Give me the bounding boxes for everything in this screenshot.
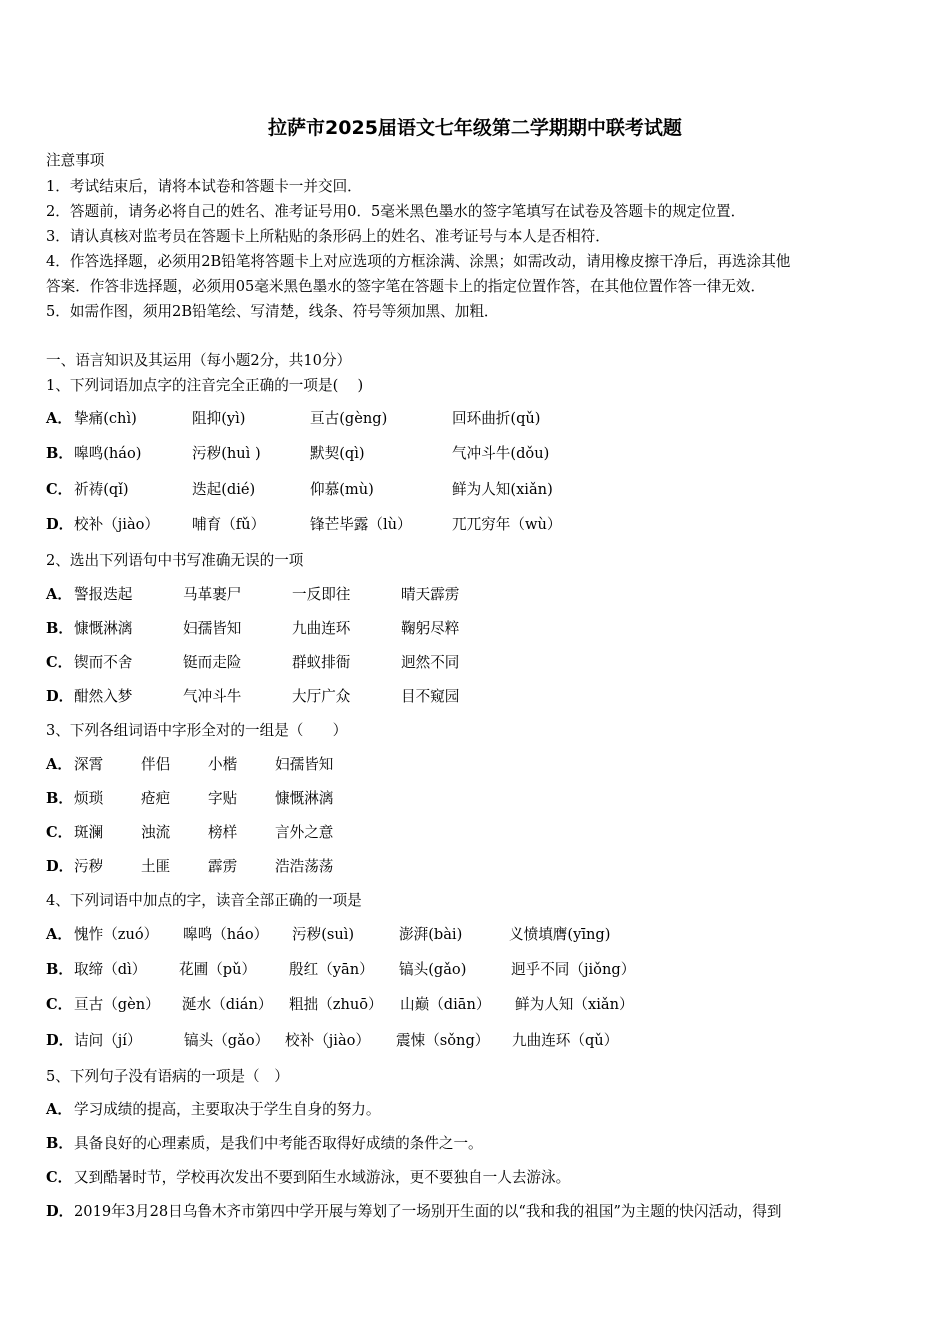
option-item: 妇孺皆知 bbox=[183, 620, 242, 637]
option-item: 取缔（dì） bbox=[74, 961, 147, 978]
option-item: 气冲斗牛(dǒu) bbox=[452, 445, 550, 462]
question-stem-2: 2、选出下列语句中书写准确无误的一项 bbox=[46, 552, 304, 569]
option-item: 污秽(huì ) bbox=[192, 445, 261, 462]
option-item: 锲而不舍 bbox=[74, 654, 133, 671]
option-label: A． bbox=[46, 1101, 72, 1118]
option-item: 群蚁排衙 bbox=[292, 654, 351, 671]
option-item: 马革裹尸 bbox=[183, 586, 242, 603]
option-row bbox=[46, 857, 926, 877]
question-stem-3: 3、下列各组词语中字形全对的一组是（ ） bbox=[46, 722, 348, 739]
option-row bbox=[46, 995, 926, 1015]
option-item: 疮疤 bbox=[141, 790, 171, 807]
option-row bbox=[46, 1134, 926, 1154]
option-item: 霹雳 bbox=[208, 858, 238, 875]
option-row bbox=[46, 960, 926, 980]
option-item: 伴侣 bbox=[141, 756, 171, 773]
option-item: 迭起(dié) bbox=[192, 481, 256, 498]
option-row bbox=[46, 515, 926, 535]
option-row bbox=[46, 480, 926, 500]
notice-item: 5．如需作图，须用2B铅笔绘、写清楚，线条、符号等须加黑、加粗． bbox=[46, 303, 499, 320]
option-item: 默契(qì) bbox=[310, 445, 365, 462]
option-row bbox=[46, 1031, 926, 1051]
option-label: B． bbox=[46, 790, 73, 807]
option-item: 愧怍（zuó） bbox=[74, 926, 159, 943]
option-label: C． bbox=[46, 1169, 73, 1186]
option-row bbox=[46, 1202, 926, 1222]
notice-item: 1．考试结束后，请将本试卷和答题卡一并交回． bbox=[46, 178, 362, 195]
option-item: 仰慕(mù) bbox=[310, 481, 374, 498]
option-row bbox=[46, 925, 926, 945]
option-item: 亘古(gèng) bbox=[310, 410, 388, 427]
option-item: 一反即往 bbox=[292, 586, 351, 603]
option-item: 深霄 bbox=[74, 756, 104, 773]
option-item: 迥乎不同（jiǒng） bbox=[511, 961, 636, 978]
option-item: 慷慨淋漓 bbox=[275, 790, 334, 807]
option-label: D． bbox=[46, 688, 74, 705]
option-item: 小楷 bbox=[208, 756, 238, 773]
option-label: C． bbox=[46, 481, 73, 498]
option-item: 山巅（diān） bbox=[400, 996, 491, 1013]
option-item: 榜样 bbox=[208, 824, 238, 841]
option-item: 镐头（gǎo） bbox=[184, 1032, 270, 1049]
option-label: A． bbox=[46, 756, 72, 773]
option-item: 九曲连环（qǔ） bbox=[512, 1032, 619, 1049]
option-item: 烦琐 bbox=[74, 790, 104, 807]
option-item: 气冲斗牛 bbox=[183, 688, 242, 705]
option-label: A． bbox=[46, 926, 72, 943]
option-row bbox=[46, 1168, 926, 1188]
option-item: 慷慨淋漓 bbox=[74, 620, 133, 637]
option-item: 污秽 bbox=[74, 858, 104, 875]
option-label: C． bbox=[46, 996, 73, 1013]
option-item: 警报迭起 bbox=[74, 586, 133, 603]
option-item: 鞠躬尽粹 bbox=[401, 620, 460, 637]
notice-item: 4．作答选择题，必须用2B铅笔将答题卡上对应选项的方框涂满、涂黑；如需改动，请用橡皮擦干净后，再选涂其他 bbox=[46, 253, 791, 270]
option-item: 涎水（dián） bbox=[182, 996, 273, 1013]
notice-item: 答案．作答非选择题，必须用05毫米黑色墨水的签字笔在答题卡上的指定位置作答，在其他位置作答一律无效． bbox=[46, 278, 766, 295]
option-row bbox=[46, 619, 926, 639]
option-row bbox=[46, 789, 926, 809]
option-item: 铤而走险 bbox=[183, 654, 242, 671]
option-item: 校补（jiào） bbox=[74, 516, 160, 533]
option-item: 澎湃(bài) bbox=[399, 926, 463, 943]
option-row bbox=[46, 755, 926, 775]
option-item: 斑澜 bbox=[74, 824, 104, 841]
question-stem-5: 5、下列句子没有语病的一项是（ ） bbox=[46, 1068, 289, 1085]
option-row bbox=[46, 1100, 926, 1120]
option-label: B． bbox=[46, 961, 73, 978]
option-row bbox=[46, 687, 926, 707]
option-item: 嗥鸣（háo） bbox=[183, 926, 269, 943]
option-item: 回环曲折(qǔ) bbox=[452, 410, 541, 427]
question-stem-1: 1、下列词语加点字的注音完全正确的一项是( ) bbox=[46, 377, 364, 394]
option-item: 诘问（jí） bbox=[74, 1032, 142, 1049]
option-text: 2019年3月28日乌鲁木齐市第四中学开展与筹划了一场别开生面的以“我和我的祖国”为主题的快闪活动，得到 bbox=[74, 1203, 782, 1220]
question-stem-4: 4、下列词语中加点的字，读音全部正确的一项是 bbox=[46, 892, 362, 909]
option-item: 污秽(suì) bbox=[292, 926, 355, 943]
option-item: 字贴 bbox=[208, 790, 238, 807]
option-item: 花圃（pǔ） bbox=[179, 961, 257, 978]
option-item: 义愤填膺(yīng) bbox=[509, 926, 611, 943]
exam-title: 拉萨市2025届语文七年级第二学期期中联考试题 bbox=[268, 117, 682, 139]
option-item: 挚痛(chì) bbox=[74, 410, 137, 427]
option-item: 目不窥园 bbox=[401, 688, 460, 705]
option-row bbox=[46, 653, 926, 673]
option-item: 大厅广众 bbox=[292, 688, 351, 705]
option-label: D． bbox=[46, 1203, 74, 1220]
option-item: 嗥鸣(háo) bbox=[74, 445, 142, 462]
option-item: 九曲连环 bbox=[292, 620, 351, 637]
option-item: 亘古（gèn） bbox=[74, 996, 160, 1013]
option-label: C． bbox=[46, 654, 73, 671]
option-label: A． bbox=[46, 586, 72, 603]
option-item: 祈祷(qǐ) bbox=[74, 481, 129, 498]
option-text: 学习成绩的提高，主要取决于学生自身的努力。 bbox=[74, 1101, 381, 1118]
option-item: 浊流 bbox=[141, 824, 171, 841]
option-text: 具备良好的心理素质，是我们中考能否取得好成绩的条件之一。 bbox=[74, 1135, 483, 1152]
option-item: 土匪 bbox=[141, 858, 171, 875]
option-label: D． bbox=[46, 1032, 74, 1049]
option-item: 兀兀穷年（wù） bbox=[452, 516, 562, 533]
option-item: 鲜为人知（xiǎn） bbox=[515, 996, 634, 1013]
option-item: 晴天霹雳 bbox=[401, 586, 460, 603]
option-label: D． bbox=[46, 516, 74, 533]
option-label: C． bbox=[46, 824, 73, 841]
option-item: 殷红（yān） bbox=[289, 961, 374, 978]
option-item: 妇孺皆知 bbox=[275, 756, 334, 773]
option-item: 浩浩荡荡 bbox=[275, 858, 334, 875]
option-row bbox=[46, 444, 926, 464]
option-label: B． bbox=[46, 1135, 73, 1152]
option-item: 阻抑(yì) bbox=[192, 410, 246, 427]
option-item: 鲜为人知(xiǎn) bbox=[452, 481, 553, 498]
option-label: D． bbox=[46, 858, 74, 875]
notice-heading: 注意事项 bbox=[46, 152, 105, 169]
option-item: 酣然入梦 bbox=[74, 688, 133, 705]
option-row bbox=[46, 585, 926, 605]
option-item: 校补（jiào） bbox=[285, 1032, 371, 1049]
option-label: B． bbox=[46, 620, 73, 637]
option-item: 哺育（fǔ） bbox=[192, 516, 266, 533]
option-label: A． bbox=[46, 410, 72, 427]
option-item: 震悚（sǒng） bbox=[396, 1032, 490, 1049]
notice-item: 2．答题前，请务必将自己的姓名、准考证号用0．5毫米黑色墨水的签字笔填写在试卷及答题卡的规定位置． bbox=[46, 203, 746, 220]
option-row bbox=[46, 409, 926, 429]
option-item: 镐头(gǎo) bbox=[399, 961, 467, 978]
option-row bbox=[46, 823, 926, 843]
option-item: 言外之意 bbox=[275, 824, 334, 841]
option-item: 迥然不同 bbox=[401, 654, 460, 671]
option-label: B． bbox=[46, 445, 73, 462]
option-item: 锋芒毕露（lù） bbox=[310, 516, 412, 533]
section-heading: 一、语言知识及其运用（每小题2分，共10分） bbox=[46, 352, 352, 369]
option-item: 粗拙（zhuō） bbox=[289, 996, 383, 1013]
option-text: 又到酷暑时节，学校再次发出不要到陌生水域游泳，更不要独自一人去游泳。 bbox=[74, 1169, 571, 1186]
notice-item: 3．请认真核对监考员在答题卡上所粘贴的条形码上的姓名、准考证号与本人是否相符． bbox=[46, 228, 610, 245]
